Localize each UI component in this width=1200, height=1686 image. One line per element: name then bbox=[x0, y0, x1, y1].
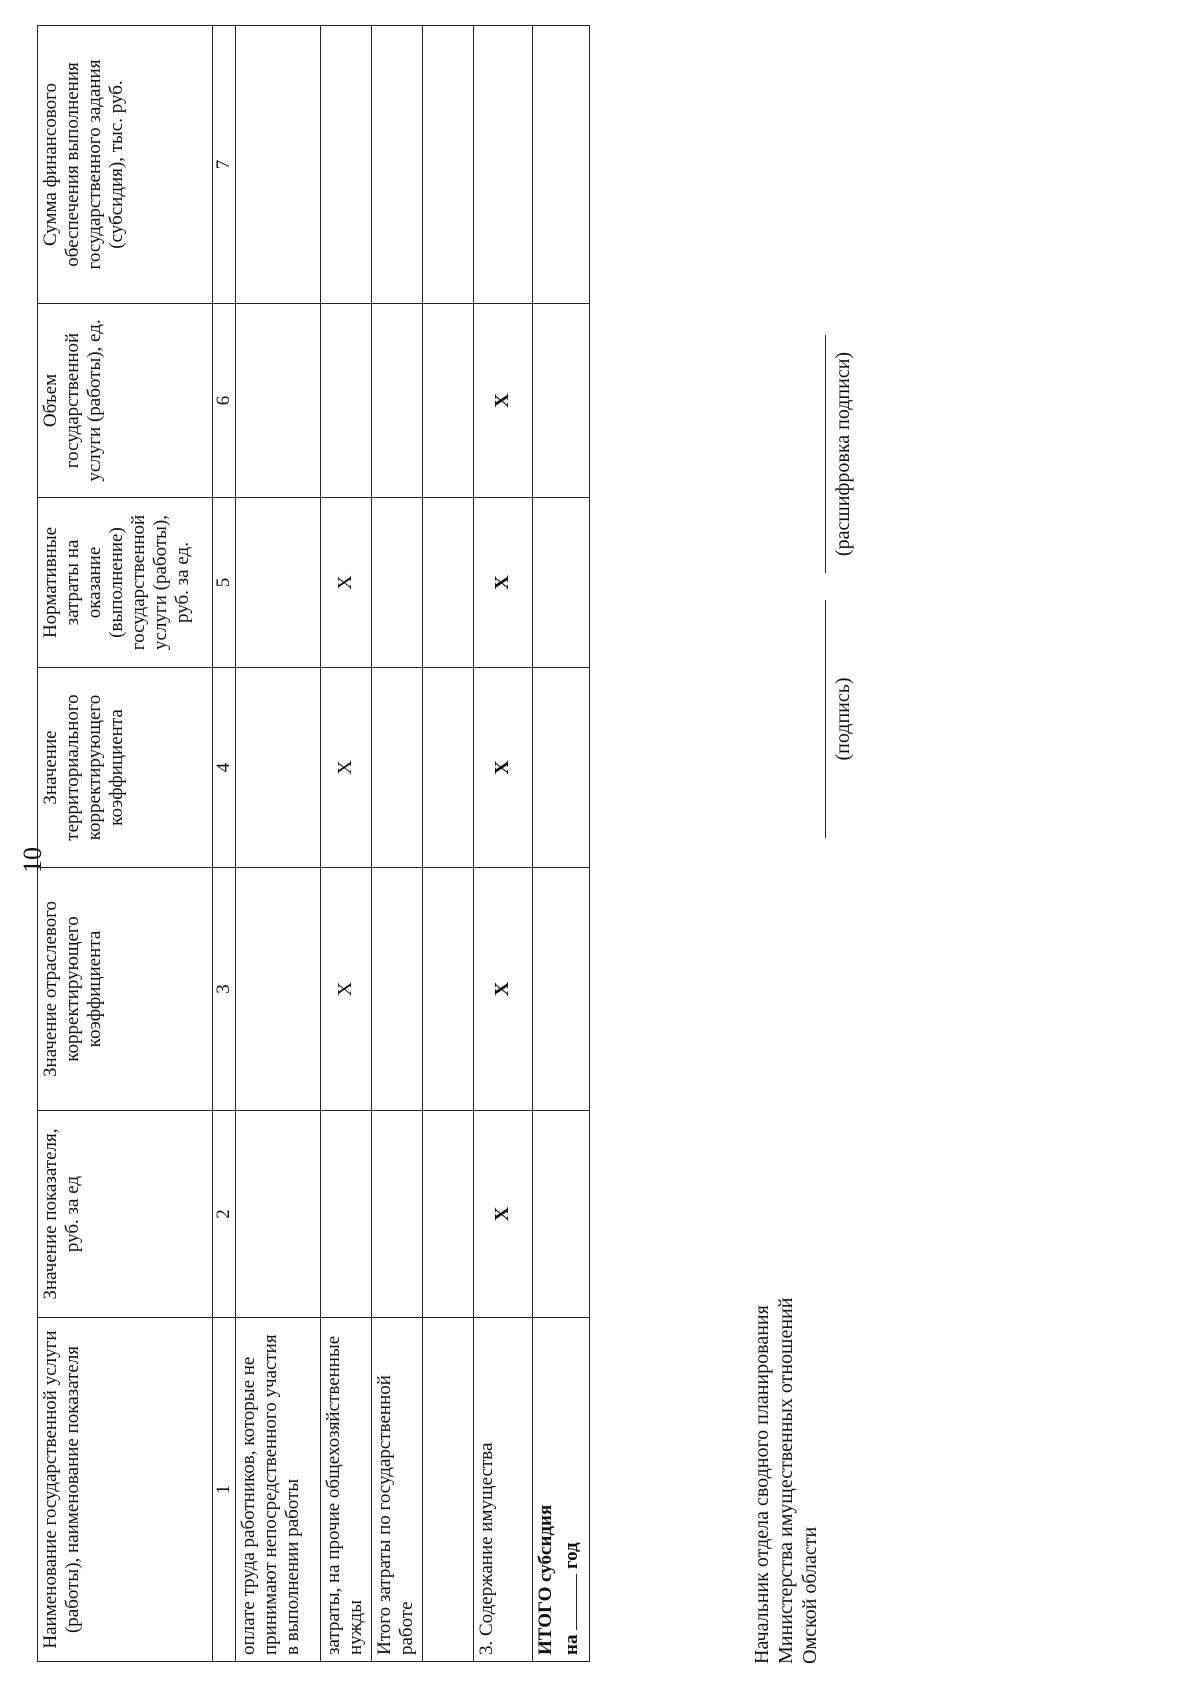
total-label: ИТОГО субсидия bbox=[535, 1504, 557, 1655]
total-on-label: на bbox=[561, 1634, 583, 1655]
table-cell bbox=[533, 1111, 590, 1318]
signatory-block bbox=[750, 1298, 822, 1664]
header-cell: Значение отраслевого корректирующего коэффициента bbox=[38, 868, 213, 1111]
table-cell bbox=[533, 868, 590, 1111]
signatory-position-line: Начальник отдела сводного планирования bbox=[751, 1305, 773, 1664]
row-name: затраты, на прочие общехозяйственные нужды bbox=[321, 1318, 372, 1662]
table-cell bbox=[423, 668, 474, 868]
decoding-label: (расшифровка подписи) bbox=[832, 351, 854, 557]
header-cell: Объем государственной услуги (работы), ед. bbox=[38, 304, 213, 498]
column-number: 7 bbox=[213, 26, 236, 304]
year-blank-line bbox=[557, 1574, 577, 1630]
table-cell bbox=[321, 1111, 372, 1318]
x-mark: X bbox=[474, 868, 533, 1111]
table-row bbox=[321, 26, 372, 1662]
table-cell bbox=[533, 668, 590, 868]
signatory-position-line: Омской области bbox=[799, 1526, 821, 1664]
header-cell: Нормативные затраты на оказание (выполнение) государственной услуги (работы), руб. за ед. bbox=[38, 498, 213, 668]
x-mark: X bbox=[474, 1111, 533, 1318]
table-cell bbox=[423, 304, 474, 498]
table-cell bbox=[321, 26, 372, 304]
table-row bbox=[533, 26, 590, 1662]
table-cell bbox=[236, 668, 321, 868]
header-cell: Значение показателя, руб. за ед bbox=[38, 1111, 213, 1318]
x-mark: X bbox=[474, 498, 533, 668]
x-mark: X bbox=[474, 304, 533, 498]
header-cell: Значение территориального корректирующего коэффициента bbox=[38, 668, 213, 868]
header-cell: Сумма финансового обеспечения выполнения государственного задания (субсидия), тыс. руб. bbox=[38, 26, 213, 304]
table-cell bbox=[236, 498, 321, 668]
column-number: 2 bbox=[213, 1111, 236, 1318]
table-cell bbox=[236, 304, 321, 498]
column-number-row bbox=[213, 26, 236, 1662]
table-row bbox=[423, 26, 474, 1662]
column-number: 6 bbox=[213, 304, 236, 498]
column-number: 1 bbox=[213, 1318, 236, 1662]
row-name: оплате труда работников, которые не принимают непосредственного участия в выполнении работы bbox=[236, 1318, 321, 1662]
table-cell bbox=[236, 868, 321, 1111]
table-cell bbox=[533, 304, 590, 498]
table-cell bbox=[372, 868, 423, 1111]
column-number: 4 bbox=[213, 668, 236, 868]
signature-label: (подпись) bbox=[832, 677, 854, 761]
signatory-position-line: Министерства имущественных отношений bbox=[775, 1297, 797, 1664]
table-row bbox=[474, 26, 533, 1662]
table-cell bbox=[372, 668, 423, 868]
table-cell bbox=[533, 498, 590, 668]
row-name: Итого затраты по государственной работе bbox=[372, 1318, 423, 1662]
table-cell bbox=[474, 26, 533, 304]
table-cell bbox=[372, 26, 423, 304]
table-cell bbox=[423, 1111, 474, 1318]
x-mark: X bbox=[474, 668, 533, 868]
table-cell bbox=[423, 26, 474, 304]
table-cell bbox=[236, 1111, 321, 1318]
signature-line bbox=[825, 600, 826, 838]
table-cell bbox=[423, 868, 474, 1111]
header-row bbox=[38, 26, 213, 1662]
table-cell bbox=[372, 498, 423, 668]
subsidy-table bbox=[37, 25, 590, 1662]
row-name: 3. Содержание имущества bbox=[474, 1318, 533, 1662]
total-row-name bbox=[533, 1318, 590, 1662]
x-mark: X bbox=[321, 868, 372, 1111]
x-mark: X bbox=[321, 498, 372, 668]
column-number: 3 bbox=[213, 868, 236, 1111]
table-cell bbox=[423, 498, 474, 668]
table-cell bbox=[372, 1111, 423, 1318]
x-mark: X bbox=[321, 668, 372, 868]
table-row bbox=[236, 26, 321, 1662]
header-cell: Наименование государственной услуги (работы), наименование показателя bbox=[38, 1318, 213, 1662]
table-cell bbox=[236, 26, 321, 304]
column-number: 5 bbox=[213, 498, 236, 668]
total-year-label: год bbox=[561, 1542, 583, 1570]
table-cell bbox=[321, 304, 372, 498]
row-name bbox=[423, 1318, 474, 1662]
decoding-line bbox=[825, 335, 826, 573]
table-cell bbox=[533, 26, 590, 304]
table-row bbox=[372, 26, 423, 1662]
page-number: 10 bbox=[18, 847, 47, 873]
table-cell bbox=[372, 304, 423, 498]
